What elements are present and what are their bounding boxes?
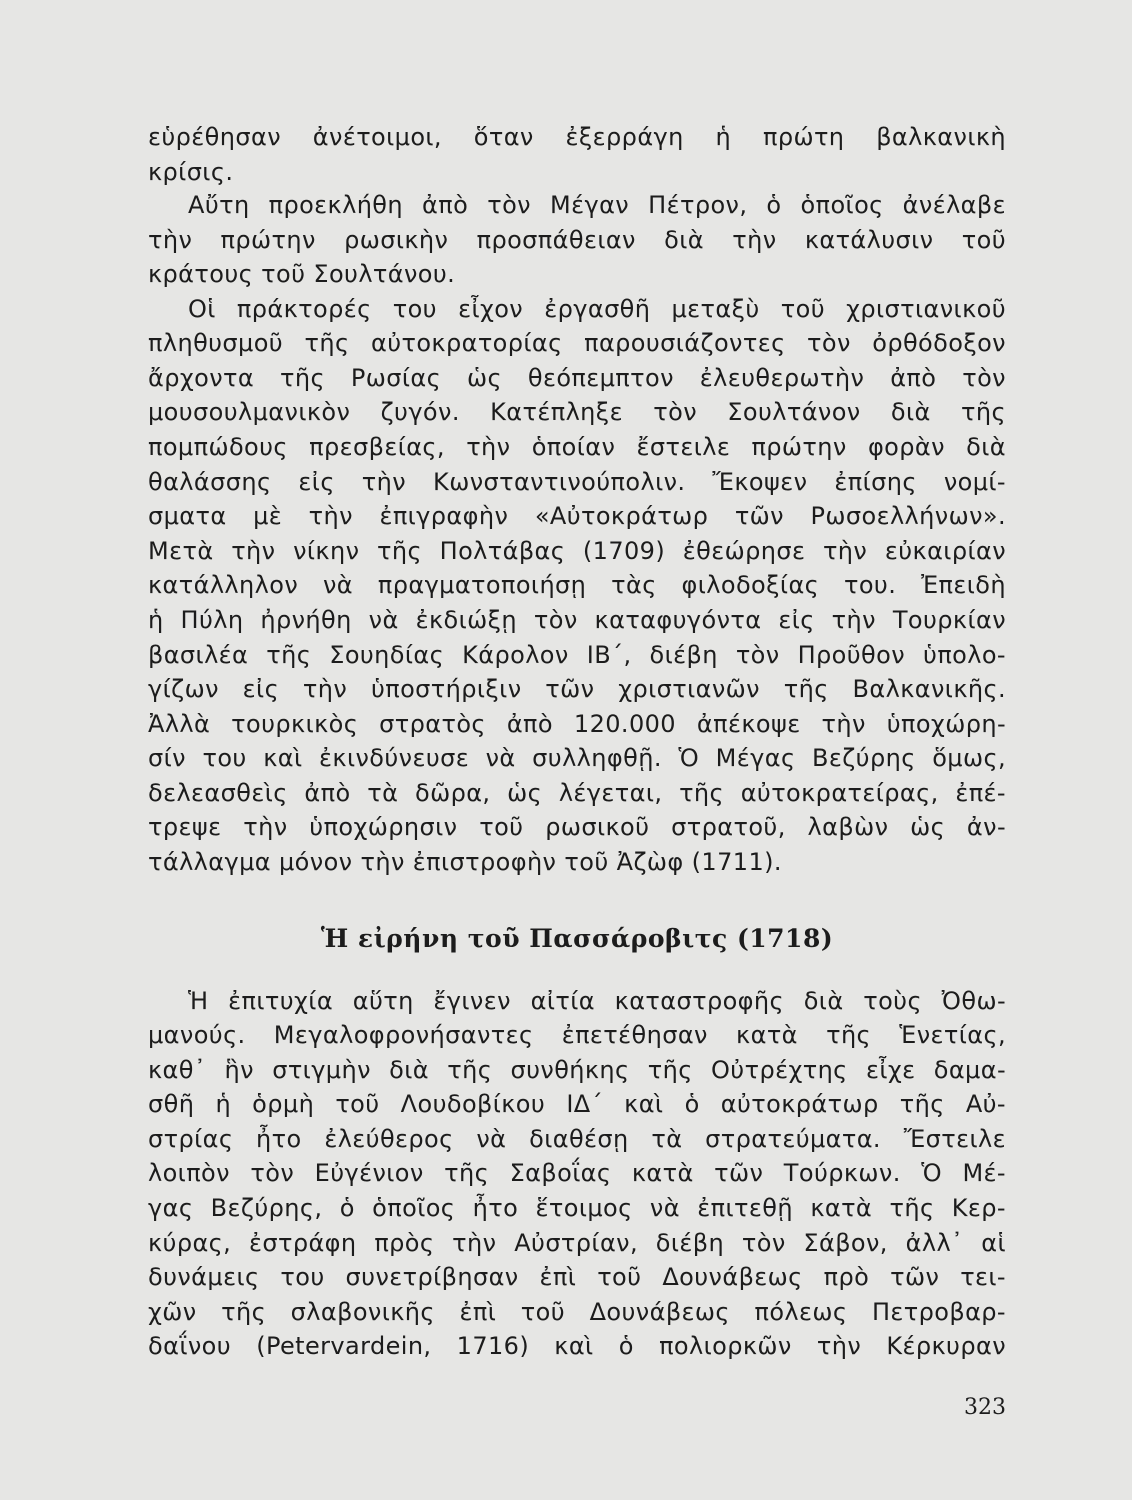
page-number: 323 [964,1395,1006,1420]
text-line: δελεασθεὶς ἀπὸ τὰ δῶρα, ὡς λέγεται, τῆς αὐτοκρατείρας, ἐπέ- [148,779,1006,807]
text-line: δυνάμεις του συνετρίβησαν ἐπὶ τοῦ Δουνάβεως πρὸ τῶν τει- [148,1263,1006,1291]
text-line: γας Βεζύρης, ὁ ὁποῖος ἦτο ἕτοιμος νὰ ἐπιτεθῇ κατὰ τῆς Κερ- [148,1194,1006,1222]
text-line: τὴν πρώτην ρωσικὴν προσπάθειαν διὰ τὴν κατάλυσιν τοῦ [148,226,1006,254]
text-line: σθῆ ἡ ὁρμὴ τοῦ Λουδοβίκου ΙΔ΄ καὶ ὁ αὐτοκράτωρ τῆς Αὐ- [148,1090,1006,1118]
text-line: κρίσις. [148,158,234,186]
text-line: μανούς. Μεγαλοφρονήσαντες ἐπετέθησαν κατὰ τῆς Ἑνετίας, [148,1021,1006,1049]
text-line: σματα μὲ τὴν ἐπιγραφὴν «Αὐτοκράτωρ τῶν Ρωσοελλήνων». [148,502,1006,530]
text-line: μουσουλμανικὸν ζυγόν. Κατέπληξε τὸν Σουλτάνον διὰ τῆς [148,398,1006,426]
text-line: τρεψε τὴν ὑποχώρησιν τοῦ ρωσικοῦ στρατοῦ, λαβὼν ὡς ἀν- [148,813,1006,841]
text-line: τάλλαγμα μόνον τὴν ἐπιστροφὴν τοῦ Ἀζὼφ (1711). [148,848,782,876]
text-line: βασιλέα τῆς Σουηδίας Κάρολον ΙΒ΄, διέβη τὸν Προῦθον ὑπολο- [148,641,1006,669]
text-line: πληθυσμοῦ τῆς αὐτοκρατορίας παρουσιάζοντες τὸν ὀρθόδοξον [148,329,1006,357]
text-line: Μετὰ τὴν νίκην τῆς Πολτάβας (1709) ἐθεώρησε τὴν εὐκαιρίαν [148,537,1006,565]
text-line: γίζων εἰς τὴν ὑποστήριξιν τῶν χριστιανῶν τῆς Βαλκανικῆς. [148,675,1006,703]
text-line: δαΐνου (Petervardein, 1716) καὶ ὁ πολιορκῶν τὴν Κέρκυραν [148,1332,1006,1360]
text-line: λοιπὸν τὸν Εὐγένιον τῆς Σαβοΐας κατὰ τῶν Τούρκων. Ὁ Μέ- [148,1159,1006,1187]
section-heading: Ἡ εἰρήνη τοῦ Πασσάροβιτς (1718) [320,924,834,953]
text-line: σίν του καὶ ἐκινδύνευσε νὰ συλληφθῇ. Ὁ Μέγας Βεζύρης ὅμως, [148,744,1006,772]
text-line: θαλάσσης εἰς τὴν Κωνσταντινούπολιν. Ἔκοψεν ἐπίσης νομί- [148,468,1006,496]
text-line: κύρας, ἐστράφη πρὸς τὴν Αὐστρίαν, διέβη τὸν Σάβον, ἀλλ᾽ αἱ [148,1229,1006,1257]
text-line: κατάλληλον νὰ πραγματοποιήσῃ τὰς φιλοδοξίας του. Ἐπειδὴ [148,571,1006,599]
text-line: καθ᾽ ἣν στιγμὴν διὰ τῆς συνθήκης τῆς Οὐτρέχτης εἶχε δαμα- [148,1056,1006,1084]
text-line: εὑρέθησαν ἀνέτοιμοι, ὅταν ἐξερράγη ἡ πρώτη βαλκανικὴ [148,123,1006,151]
text-line: Οἱ πράκτορές του εἶχον ἐργασθῆ μεταξὺ τοῦ χριστιανικοῦ [188,295,1006,323]
text-line: ἡ Πύλη ἠρνήθη νὰ ἐκδιώξῃ τὸν καταφυγόντα εἰς τὴν Τουρκίαν [148,606,1006,634]
text-line: στρίας ἦτο ἐλεύθερος νὰ διαθέσῃ τὰ στρατεύματα. Ἔστειλε [148,1125,1006,1153]
text-line: κράτους τοῦ Σουλτάνου. [148,260,456,288]
text-line: ἄρχοντα τῆς Ρωσίας ὡς θεόπεμπτον ἐλευθερωτὴν ἀπὸ τὸν [148,364,1006,392]
text-line: χῶν τῆς σλαβονικῆς ἐπὶ τοῦ Δουνάβεως πόλεως Πετροβαρ- [148,1298,1006,1326]
text-line: Αὔτη προεκλήθη ἀπὸ τὸν Μέγαν Πέτρον, ὁ ὁποῖος ἀνέλαβε [188,191,1006,219]
text-line: Ἡ ἐπιτυχία αὕτη ἔγινεν αἰτία καταστροφῆς διὰ τοὺς Ὀθω- [188,987,1006,1015]
text-line: πομπώδους πρεσβείας, τὴν ὁποίαν ἔστειλε πρώτην φορὰν διὰ [148,433,1006,461]
text-line: Ἀλλὰ τουρκικὸς στρατὸς ἀπὸ 120.000 ἀπέκοψε τὴν ὑποχώρη- [148,710,1006,738]
